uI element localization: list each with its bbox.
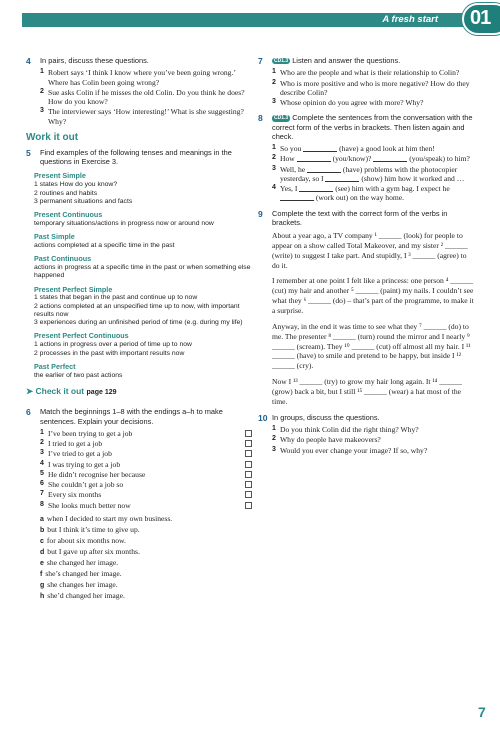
sentence-part: (have) problems with the photocopier yesterday, so I xyxy=(280,164,458,183)
exercise-instruction: In pairs, discuss these questions. xyxy=(40,56,149,65)
ending-text: she changed her image. xyxy=(46,558,119,567)
item-number: 2 xyxy=(272,78,276,86)
gap-sentence xyxy=(272,154,474,163)
ending-text: but I gave up after six months. xyxy=(47,546,140,556)
page-header xyxy=(0,0,500,38)
beginning-text xyxy=(40,469,146,479)
ending-letter: f xyxy=(40,571,43,579)
beginning-text xyxy=(40,439,103,449)
tense-meaning: 2 processes in the past with important results now xyxy=(34,349,185,357)
list-item xyxy=(272,425,474,434)
ending-letter: b xyxy=(40,526,45,534)
item-text: Who is more positive and who is more negative? How do they describe Colin? xyxy=(280,78,470,97)
gap-fill-list xyxy=(272,144,474,203)
answer-checkbox[interactable] xyxy=(245,440,252,447)
tense-meaning: 3 experiences during an unfinished period of time (e.g. during my life) xyxy=(34,319,243,327)
item-number: 1 xyxy=(272,144,276,151)
gap-sentence xyxy=(272,184,474,203)
answer-blank[interactable] xyxy=(299,185,333,192)
exercise-number: 9 xyxy=(258,208,263,219)
answer-checkbox[interactable] xyxy=(245,481,252,488)
tense-entry xyxy=(34,255,252,280)
sentence-part: (you/speak) to him? xyxy=(409,154,470,164)
match-beginning xyxy=(40,501,252,510)
exercise-number: 6 xyxy=(26,407,31,418)
tense-meaning: 1 actions in progress over a period of time up to now xyxy=(34,341,192,349)
tense-meaning: temporary situations/actions in progress now or around now xyxy=(34,219,214,227)
item-text: She looks much better now xyxy=(48,500,131,510)
question-list xyxy=(40,68,252,126)
beginnings-list xyxy=(40,429,252,510)
exercise-8 xyxy=(258,113,474,202)
sentence-part: How xyxy=(280,154,297,164)
item-number: 2 xyxy=(40,87,44,95)
beginning-text xyxy=(40,459,121,469)
item-text: He didn’t recognise her because xyxy=(48,469,146,479)
cd-track-badge: CD1.3 xyxy=(274,58,289,64)
tense-meaning: 1 states that began in the past and continue up to now xyxy=(34,294,198,302)
answer-blank[interactable] xyxy=(303,145,337,152)
beginning-text xyxy=(40,428,133,438)
item-text: Sue asks Colin if he misses the old Colin. Do you think he does? How do you know? xyxy=(48,87,245,106)
item-number: 3 xyxy=(272,98,276,105)
tense-entry xyxy=(34,172,252,206)
item-number: 1 xyxy=(272,68,276,76)
exercise-10 xyxy=(258,413,474,455)
list-item xyxy=(272,98,474,107)
item-number: 5 xyxy=(40,469,44,477)
tense-name: Past Continuous xyxy=(34,254,92,264)
match-ending xyxy=(40,547,252,558)
text-paragraph: I remember at one point I felt like a princess: one person ⁴ ______ (cut) my hair and another ⁵ ______ (paint) my nails. I couldn’t see what they ⁶ ______ (do) – that’s part of the programme, to make it a surprise. xyxy=(272,276,474,316)
ending-letter: c xyxy=(40,537,44,545)
item-number: 3 xyxy=(40,107,44,115)
item-text: Would you ever change your image? If so, why? xyxy=(280,445,428,455)
item-number: 4 xyxy=(272,184,276,191)
item-number: 2 xyxy=(40,439,44,447)
exercise-6 xyxy=(26,407,252,601)
gap-fill-text xyxy=(272,231,474,407)
ending-text: she changes her image. xyxy=(47,580,118,590)
ending-text: when I decided to start my own business. xyxy=(46,513,173,523)
list-item xyxy=(40,88,252,107)
answer-blank[interactable] xyxy=(280,194,314,201)
check-it-out xyxy=(26,386,252,398)
item-text: I was trying to get a job xyxy=(48,459,121,469)
sentence-part: So you xyxy=(280,144,304,153)
unit-title: A fresh start xyxy=(382,14,438,25)
exercise-9 xyxy=(258,209,474,407)
tense-meaning: 2 routines and habits xyxy=(34,189,98,197)
item-text: Whose opinion do you agree with more? Why? xyxy=(280,98,424,107)
left-column xyxy=(26,56,252,608)
exercise-instruction: In groups, discuss the questions. xyxy=(272,412,380,422)
item-number: 3 xyxy=(272,164,276,172)
tense-name: Present Continuous xyxy=(34,210,103,220)
tense-meaning: 2 actions completed at an unspecified time up to now, with important results now xyxy=(34,302,240,318)
answer-checkbox[interactable] xyxy=(245,461,252,468)
tense-name: Present Simple xyxy=(34,171,86,181)
exercise-number: 4 xyxy=(26,56,31,66)
tense-name: Present Perfect Continuous xyxy=(34,331,129,341)
match-beginning xyxy=(40,490,252,499)
answer-blank[interactable] xyxy=(307,166,341,173)
match-beginning xyxy=(40,429,252,438)
tense-meaning: 3 permanent situations and facts xyxy=(34,197,133,205)
tense-entry xyxy=(34,211,252,228)
match-ending xyxy=(40,525,252,536)
item-number: 1 xyxy=(272,425,276,432)
match-ending xyxy=(40,536,252,547)
item-number: 8 xyxy=(40,500,44,508)
item-number: 2 xyxy=(272,154,276,162)
list-item xyxy=(272,68,474,77)
exercise-number: 8 xyxy=(258,113,263,124)
item-text: Do you think Colin did the right thing? Why? xyxy=(280,425,419,434)
text-paragraph: Anyway, in the end it was time to see what they ⁷ ______ (do) to me. The presenter ⁸ ______ (turn) round the mirror and I nearly ⁹ ______ (scream). They ¹⁰ ______ (cut) off almost all my hair. I ¹¹ ______ (have) to smile and pretend to be happy, but inside I ¹² ______ (cry). xyxy=(272,321,471,371)
answer-blank[interactable] xyxy=(297,155,331,162)
ending-text: she’s changed her image. xyxy=(45,569,122,579)
list-item xyxy=(272,446,474,455)
tense-meaning: 1 states How do you know? xyxy=(34,181,118,189)
exercise-number: 10 xyxy=(258,412,268,423)
ending-text: she’d changed her image. xyxy=(47,591,125,601)
match-beginning xyxy=(40,480,252,489)
item-text: The interviewer says ‘How interesting!’ What is she suggesting? Why? xyxy=(48,107,244,126)
exercise-instruction: Complete the sentences from the conversation with the correct form of the verbs in brackets. Then listen again and check. xyxy=(272,113,473,141)
item-number: 3 xyxy=(40,449,44,457)
match-ending xyxy=(40,591,252,602)
beginning-text xyxy=(40,490,102,500)
check-arrow-icon: ➤ xyxy=(26,385,34,396)
item-number: 2 xyxy=(272,435,276,443)
list-item xyxy=(40,107,252,126)
answer-checkbox[interactable] xyxy=(245,471,252,478)
item-text: I’ve been trying to get a job xyxy=(48,428,133,438)
list-item xyxy=(272,79,474,98)
text-paragraph: Now I ¹³ ______ (try) to grow my hair long again. It ¹⁴ ______ (grow) back a bit, but I still ¹⁵ ______ (wear) a hat most of the time. xyxy=(272,377,463,406)
answer-checkbox[interactable] xyxy=(245,491,252,498)
beginning-text xyxy=(40,449,112,459)
tense-name: Past Simple xyxy=(34,232,75,242)
match-ending xyxy=(40,514,252,525)
answer-checkbox[interactable] xyxy=(245,502,252,509)
item-text: Why do people have makeovers? xyxy=(280,435,381,445)
match-ending xyxy=(40,558,252,569)
exercise-number: 5 xyxy=(26,147,31,158)
ending-text: but I think it’s time to give up. xyxy=(47,524,140,534)
match-beginning xyxy=(40,460,252,469)
match-beginning xyxy=(40,439,252,448)
tense-entry xyxy=(34,233,252,250)
exercise-5 xyxy=(26,148,252,167)
text-paragraph: About a year ago, a TV company ¹ ______ (look) for people to appear on a show called Total Makeover, and my sister ² ______ (write) to suggest I take part. And stupidly, I ³ ______ (agree) to do it. xyxy=(272,231,468,270)
ending-letter: g xyxy=(40,582,45,590)
tense-reference-box xyxy=(34,172,252,379)
tense-meaning: actions in progress at a specific time in the past or when something else happened xyxy=(34,263,251,280)
sentence-part: (have) a good look at him then! xyxy=(339,144,435,153)
question-list xyxy=(272,68,474,107)
item-number: 1 xyxy=(40,68,44,76)
exercise-number: 7 xyxy=(258,56,263,66)
tense-entry xyxy=(34,363,252,380)
tense-entry xyxy=(34,332,252,357)
ending-letter: e xyxy=(40,560,44,567)
endings-list xyxy=(40,514,252,602)
item-text: I’ve tried to get a job xyxy=(48,449,112,459)
exercise-7 xyxy=(258,56,474,107)
answer-blank[interactable] xyxy=(325,175,359,182)
beginning-text xyxy=(40,480,124,490)
tense-meaning: the earlier of two past actions xyxy=(34,371,123,379)
exercise-instruction: Find examples of the following tenses and meanings in the questions in Exercise 3. xyxy=(40,147,232,167)
item-text: She couldn’t get a job so xyxy=(48,480,124,490)
ending-letter: a xyxy=(40,515,44,523)
answer-checkbox[interactable] xyxy=(245,430,252,437)
unit-number: 01 xyxy=(470,7,491,29)
item-text: Every six months xyxy=(48,490,102,500)
item-text: Who are the people and what is their relationship to Colin? xyxy=(280,68,460,78)
question-list xyxy=(272,425,474,455)
tense-entry xyxy=(34,286,252,328)
check-page-ref: page 129 xyxy=(86,388,117,396)
item-number: 7 xyxy=(40,490,44,498)
sentence-part: (you/know)? xyxy=(332,154,374,164)
item-number: 3 xyxy=(272,445,276,453)
tense-meaning: actions completed at a specific time in the past xyxy=(34,241,175,249)
answer-checkbox[interactable] xyxy=(245,450,252,457)
sentence-part: Well, he xyxy=(280,164,308,174)
sentence-part: (work out) on the way home. xyxy=(315,193,405,203)
ending-text: for about six months now. xyxy=(46,535,126,545)
match-beginning xyxy=(40,449,252,458)
ending-letter: h xyxy=(40,593,45,601)
check-it-out-label: Check it out xyxy=(35,385,85,396)
ending-letter: d xyxy=(40,548,45,556)
item-number: 4 xyxy=(40,459,44,467)
sentence-part: Yes, I xyxy=(280,184,300,193)
list-item xyxy=(40,68,252,87)
right-column xyxy=(258,56,474,461)
item-text: I tried to get a job xyxy=(48,439,103,449)
match-ending xyxy=(40,580,252,591)
sentence-part: (show) him how it worked and … xyxy=(361,173,465,183)
cd-track-badge: CD1.3 xyxy=(274,115,289,122)
work-it-out-heading: Work it out xyxy=(26,131,79,143)
gap-sentence xyxy=(272,165,474,184)
list-item xyxy=(272,435,474,444)
tense-name: Present Perfect Simple xyxy=(34,284,113,294)
item-text: Robert says ‘I think I know where you’ve been going wrong.’ Where has Colin been going wrong? xyxy=(48,68,236,87)
exercise-instruction: Complete the text with the correct form of the verbs in brackets. xyxy=(272,208,448,227)
item-number: 1 xyxy=(40,428,44,436)
match-ending xyxy=(40,569,252,580)
tense-name: Past Perfect xyxy=(34,361,76,371)
gap-sentence xyxy=(272,144,474,153)
exercise-instruction: Match the beginnings 1–8 with the endings a–h to make sentences. Explain your decisions. xyxy=(40,407,223,426)
beginning-text xyxy=(40,500,131,510)
sentence-part: (see) him with a gym bag. I expect he xyxy=(335,184,450,193)
page-number: 7 xyxy=(478,704,486,720)
answer-blank[interactable] xyxy=(373,155,407,162)
exercise-instruction: Listen and answer the questions. xyxy=(292,56,401,65)
match-beginning xyxy=(40,470,252,479)
exercise-4 xyxy=(26,56,252,126)
item-number: 6 xyxy=(40,480,44,488)
